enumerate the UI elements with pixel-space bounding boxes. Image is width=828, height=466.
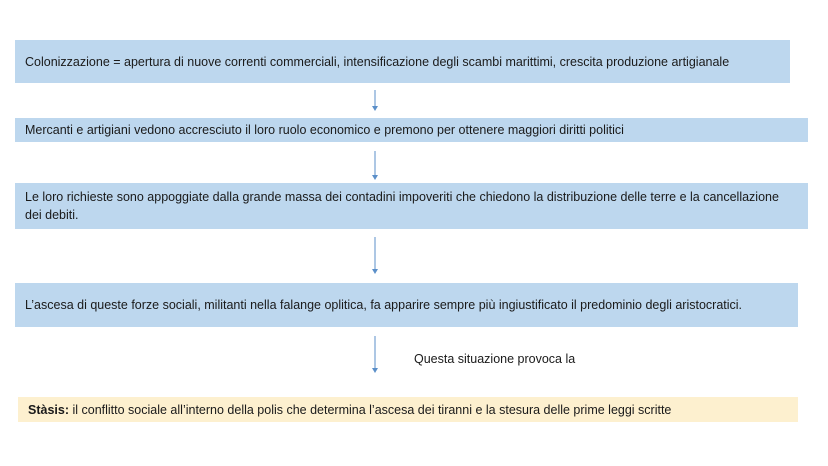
down-arrow-icon xyxy=(370,336,380,374)
flow-step-text: Colonizzazione = apertura di nuove correnti commerciali, intensificazione degli scambi marittimi, crescita produzione artigianale xyxy=(25,54,730,69)
flow-step-text: Le loro richieste sono appoggiate dalla grande massa dei contadini impoveriti che chiedono la distribuzione delle terre e la cancellazione dei debiti. xyxy=(25,190,779,222)
down-arrow-icon xyxy=(370,151,380,181)
down-arrow-icon xyxy=(370,90,380,112)
flow-step-ascesa xyxy=(15,283,798,327)
transition-note: Questa situazione provoca la xyxy=(414,352,576,366)
conclusion-definition: il conflitto sociale all’interno della polis che determina l’ascesa dei tiranni e la stesura delle prime leggi scritte xyxy=(69,402,672,417)
down-arrow-icon xyxy=(370,237,380,275)
conclusion-box-stasis xyxy=(18,397,798,422)
conclusion-term: Stàsis: xyxy=(28,402,69,417)
flow-step-colonizzazione xyxy=(15,40,790,83)
flow-step-text: Mercanti e artigiani vedono accresciuto il loro ruolo economico e premono per ottenere maggiori diritti politici xyxy=(25,123,624,137)
conclusion-text xyxy=(28,401,671,419)
flow-step-contadini xyxy=(15,183,808,229)
flow-step-mercanti xyxy=(15,118,808,142)
flow-step-text: L’ascesa di queste forze sociali, militanti nella falange oplitica, fa apparire sempre più ingiustificato il predominio degli aristocratici. xyxy=(25,298,743,312)
